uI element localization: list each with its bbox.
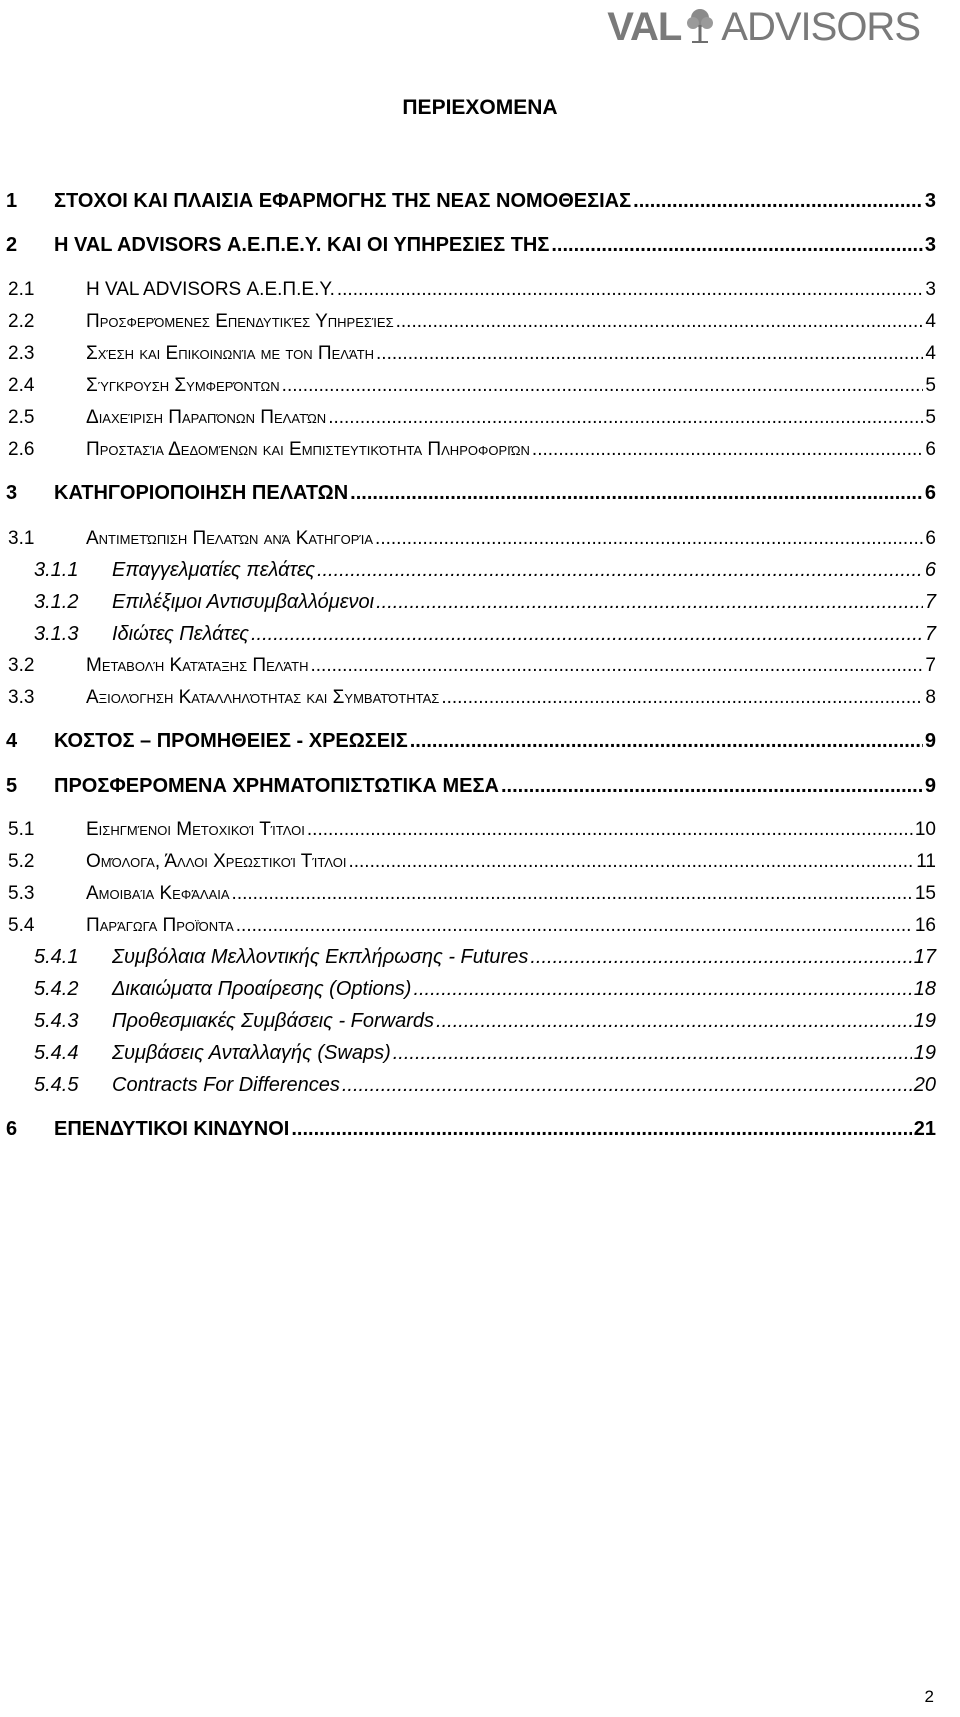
toc-entry-number: 1	[6, 190, 18, 212]
toc-entry-label: Προστασία Δεδομένων και Εμπιστευτικότητα Πληροφοριών	[86, 439, 530, 460]
toc-entry-label: Σύγκρουση Συμφερόντων	[86, 375, 280, 396]
toc-entry-number: 3.1	[8, 528, 35, 549]
toc-leader-dots	[375, 525, 923, 553]
toc-entry-label: Διαχείριση Παραπόνων Πελατών	[86, 407, 327, 428]
toc-entry-label: Αμοιβαία Κεφάλαια	[86, 883, 230, 904]
toc-leader-dots	[441, 684, 923, 712]
toc-leader-dots	[251, 620, 923, 648]
toc-entry-page: 7	[924, 591, 936, 613]
toc-entry-label: Αξιολόγηση Καταλληλότητας και Συμβατότητας	[86, 687, 440, 708]
toc-entry-label: ΚΟΣΤΟΣ – ΠΡΟΜΗΘΕΙΕΣ - ΧΡΕΩΣΕΙΣ	[54, 730, 408, 752]
toc-entry-2-4[interactable]	[0, 372, 960, 400]
toc-entry-number: 4	[6, 730, 18, 752]
toc-entry-page: 18	[913, 978, 936, 1000]
toc-entry-3-2[interactable]	[0, 652, 960, 680]
toc-entry-page: 15	[914, 883, 936, 904]
toc-title: ΠΕΡΙΕΧΟΜΕΝΑ	[402, 96, 558, 119]
toc-entry-label: ΕΠΕΝΔΥΤΙΚΟΙ ΚΙΝΔΥΝΟΙ	[54, 1118, 290, 1140]
toc-entry-label: Η VAL ADVISORS Α.Ε.Π.Ε.Υ.	[86, 279, 335, 300]
toc-entry-5-4-3[interactable]	[0, 1007, 960, 1035]
toc-leader-dots	[232, 880, 913, 908]
toc-entry-5-3[interactable]	[0, 880, 960, 908]
toc-entry-number: 5.4	[8, 915, 35, 936]
toc-entry-page: 20	[913, 1074, 936, 1096]
toc-entry-page: 6	[925, 439, 936, 460]
toc-leader-dots	[328, 404, 923, 432]
toc-entry-number: 2.1	[8, 279, 35, 300]
toc-entry-number: 5.2	[8, 851, 35, 872]
toc-entry-number: 2.6	[8, 439, 35, 460]
toc-leader-dots	[307, 816, 913, 844]
toc-entry-page: 8	[925, 687, 936, 708]
toc-entry-label: Contracts For Differences	[112, 1074, 340, 1096]
toc-entry-label: Ομόλογα, Άλλοι Χρεωστικοί Τίτλοι	[86, 851, 347, 872]
toc-entry-label: Προσφερόμενες Επενδυτικές Υπηρεσίες	[86, 311, 394, 332]
toc-entry-2[interactable]	[0, 231, 960, 259]
toc-entry-label: Επαγγελματίες πελάτες	[112, 559, 315, 581]
toc-entry-label: Η VAL ADVISORS Α.Ε.Π.Ε.Υ. ΚΑΙ ΟΙ ΥΠΗΡΕΣΙΕΣ ΤΗΣ	[54, 234, 550, 256]
toc-entry-label: ΚΑΤΗΓΟΡΙΟΠΟΙΗΣΗ ΠΕΛΑΤΩΝ	[54, 482, 349, 504]
toc-leader-dots	[532, 436, 924, 464]
toc-entry-number: 5.4.4	[34, 1042, 79, 1064]
toc-leader-dots	[342, 1071, 912, 1099]
toc-entry-number: 3.3	[8, 687, 35, 708]
toc-leader-dots	[393, 1039, 912, 1067]
toc-entry-number: 5.4.2	[34, 978, 79, 1000]
toc-entry-label: Εισηγμένοι Μετοχικοί Τίτλοι	[86, 819, 305, 840]
toc-entry-page: 7	[924, 623, 936, 645]
toc-entry-number: 5.4.5	[34, 1074, 79, 1096]
toc-entry-number: 2.4	[8, 375, 35, 396]
toc-leader-dots	[410, 727, 923, 755]
toc-entry-label: Προθεσμιακές Συμβάσεις - Forwards	[112, 1010, 435, 1032]
toc-leader-dots	[530, 943, 911, 971]
toc-leader-dots	[337, 276, 924, 304]
toc-entry-page: 6	[924, 559, 936, 581]
tree-icon	[683, 7, 717, 47]
toc-entry-number: 2.5	[8, 407, 35, 428]
toc-leader-dots	[236, 912, 913, 940]
toc-entry-number: 6	[6, 1118, 18, 1140]
toc-entry-page: 7	[925, 655, 936, 676]
toc-entry-number: 3	[6, 482, 18, 504]
toc-entry-label: Δικαιώματα Προαίρεσης (Options)	[112, 978, 412, 1000]
toc-leader-dots	[317, 556, 923, 584]
toc-entry-page: 16	[914, 915, 936, 936]
toc-entry-page: 5	[925, 375, 936, 396]
toc-leader-dots	[282, 372, 924, 400]
toc-entry-page: 10	[914, 819, 936, 840]
toc-leader-dots	[551, 231, 923, 259]
toc-entry-label: Παράγωγα Προϊόντα	[86, 915, 234, 936]
toc-entry-page: 4	[925, 311, 936, 332]
toc-entry-page: 19	[913, 1042, 936, 1064]
toc-entry-4[interactable]	[0, 727, 960, 755]
toc-leader-dots	[396, 308, 924, 336]
toc-entry-5-4-2[interactable]	[0, 975, 960, 1003]
toc-entry-5-1[interactable]	[0, 816, 960, 844]
toc-entry-page: 19	[913, 1010, 936, 1032]
toc-entry-page: 11	[916, 851, 936, 872]
toc-leader-dots	[413, 975, 911, 1003]
toc-entry-number: 5.4.3	[34, 1010, 79, 1032]
toc-entry-2-5[interactable]	[0, 404, 960, 432]
toc-entry-number: 3.1.3	[34, 623, 79, 645]
toc-entry-number: 2	[6, 234, 18, 256]
toc-entry-number: 3.1.2	[34, 591, 79, 613]
toc-entry-page: 3	[924, 234, 936, 256]
toc-entry-number: 3.1.1	[34, 559, 79, 581]
toc-entry-page: 5	[925, 407, 936, 428]
toc-entry-page: 6	[925, 528, 936, 549]
toc-entry-number: 5	[6, 775, 18, 797]
toc-entry-page: 9	[924, 730, 936, 752]
toc-leader-dots	[501, 772, 923, 800]
toc-entry-2-2[interactable]	[0, 308, 960, 336]
logo-text-light: ADVISORS	[721, 4, 920, 49]
toc-leader-dots	[350, 479, 923, 507]
toc-entry-label: Συμβόλαια Μελλοντικής Εκπλήρωσης - Futures	[112, 946, 529, 968]
toc-leader-dots	[376, 588, 923, 616]
toc-leader-dots	[376, 340, 923, 368]
page-number: 2	[924, 1687, 934, 1706]
toc-entry-label: ΣΤΟΧΟΙ ΚΑΙ ΠΛΑΙΣΙΑ ΕΦΑΡΜΟΓΗΣ ΤΗΣ ΝΕΑΣ ΝΟΜΟΘΕΣΙΑΣ	[54, 190, 632, 212]
toc-entry-page: 21	[913, 1118, 936, 1140]
toc-entry-page: 9	[924, 775, 936, 797]
toc-entry-page: 3	[924, 190, 936, 212]
toc-entry-label: Ιδιώτες Πελάτες	[112, 623, 249, 645]
toc-entry-3-1[interactable]	[0, 525, 960, 553]
toc-leader-dots	[348, 848, 914, 876]
toc-entry-5-4-1[interactable]	[0, 943, 960, 971]
toc-entry-3[interactable]	[0, 479, 960, 507]
toc-entry-page: 3	[925, 279, 936, 300]
toc-entry-1[interactable]	[0, 187, 960, 215]
toc-entry-number: 5.3	[8, 883, 35, 904]
toc-entry-3-1-1[interactable]	[0, 556, 960, 584]
toc-entry-5-4-5[interactable]	[0, 1071, 960, 1099]
toc-entry-3-1-2[interactable]	[0, 588, 960, 616]
toc-entry-5-4-4[interactable]	[0, 1039, 960, 1067]
toc-leader-dots	[291, 1115, 911, 1143]
toc-entry-number: 2.3	[8, 343, 35, 364]
toc-entry-label: Αντιμετώπιση Πελατών ανά Κατηγορία	[86, 528, 374, 549]
toc-entry-3-1-3[interactable]	[0, 620, 960, 648]
toc-entry-number: 2.2	[8, 311, 35, 332]
toc-entry-3-3[interactable]	[0, 684, 960, 712]
toc-leader-dots	[436, 1007, 912, 1035]
toc-entry-label: Σχέση και Επικοινωνία με τον Πελάτη	[86, 343, 375, 364]
toc-leader-dots	[633, 187, 923, 215]
toc-entry-2-6[interactable]	[0, 436, 960, 464]
toc-entry-number: 3.2	[8, 655, 35, 676]
toc-entry-6[interactable]	[0, 1115, 960, 1143]
toc-entry-page: 17	[913, 946, 936, 968]
toc-entry-2-1[interactable]	[0, 276, 960, 304]
toc-entry-label: ΠΡΟΣΦΕΡΟΜΕΝΑ ΧΡΗΜΑΤΟΠΙΣΤΩΤΙΚΑ ΜΕΣΑ	[54, 775, 499, 797]
toc-entry-5-4[interactable]	[0, 912, 960, 940]
toc-entry-5[interactable]	[0, 772, 960, 800]
toc-entry-number: 5.4.1	[34, 946, 79, 968]
toc-leader-dots	[311, 652, 924, 680]
logo-text-bold: VAL	[607, 4, 682, 49]
toc-entry-label: Μεταβολή Κατάταξης Πελάτη	[86, 655, 309, 676]
toc-entry-2-3[interactable]	[0, 340, 960, 368]
company-logo	[607, 4, 920, 50]
toc-entry-label: Συμβάσεις Ανταλλαγής (Swaps)	[112, 1042, 391, 1064]
toc-entry-number: 5.1	[8, 819, 35, 840]
toc-entry-page: 6	[924, 482, 936, 504]
toc-entry-label: Επιλέξιμοι Αντισυμβαλλόμενοι	[112, 591, 375, 613]
toc-entry-5-2[interactable]	[0, 848, 960, 876]
toc-entry-page: 4	[925, 343, 936, 364]
